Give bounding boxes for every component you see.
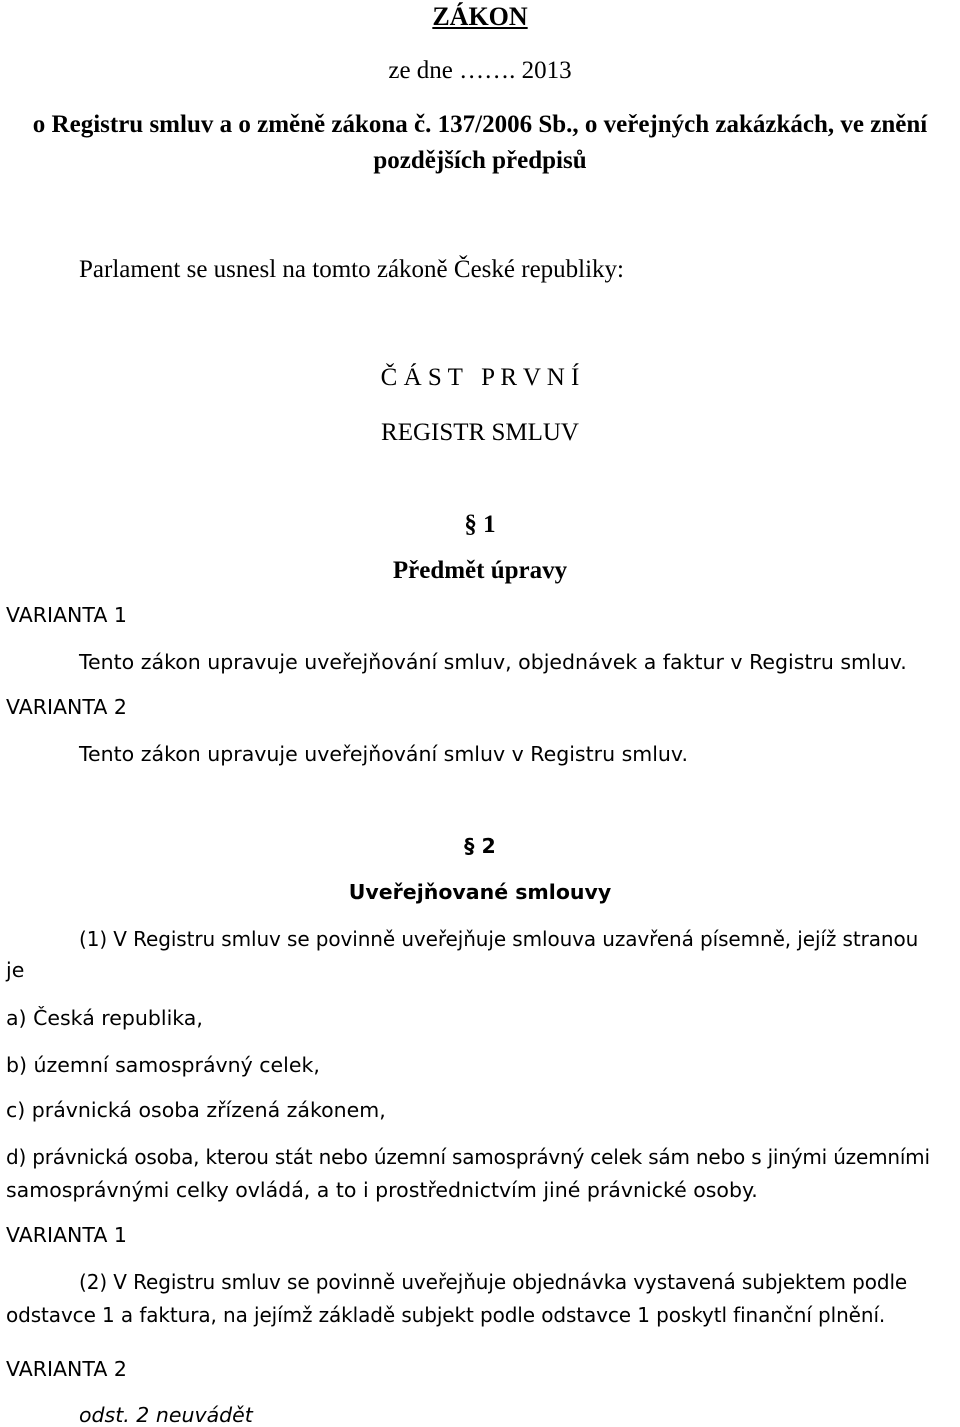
- section-2-symbol: § 2: [464, 834, 496, 858]
- section-1-title: Předmět úpravy: [392, 557, 568, 584]
- part-number: Č Á S T P R V N Í: [380, 364, 580, 391]
- section-1-variant-2-text: Tento zákon upravuje uveřejňování smluv v Registru smluv.: [79, 742, 688, 766]
- law-subtitle-line2: pozdějších předpisů: [373, 147, 587, 174]
- preamble: Parlament se usnesl na tomto zákoně České republiky:: [79, 256, 625, 283]
- law-subtitle-line1: o Registru smluv a o změně zákona č. 137/2006 Sb., o veřejných zakázkách, ve znění: [32, 111, 928, 138]
- list-item-d-line-2: samosprávnými celky ovládá, a to i prostřednictvím jiné právnické osoby.: [6, 1178, 758, 1202]
- section-1-variant-2-label: VARIANTA 2: [6, 695, 127, 719]
- list-item-c: c) právnická osoba zřízená zákonem,: [6, 1098, 386, 1122]
- section-2-para-2-line-2: odstavce 1 a faktura, na jejímž základě subjekt podle odstavce 1 poskytl finanční plnění.: [6, 1303, 886, 1327]
- section-2-para-1-line-1: (1) V Registru smluv se povinně uveřejňuje smlouva uzavřená písemně, jejíž stranou: [79, 927, 919, 951]
- section-2-para-1-line-2: je: [6, 958, 25, 982]
- part-name: REGISTR SMLUV: [381, 419, 579, 446]
- section-2-para-2-line-1: (2) V Registru smluv se povinně uveřejňuje objednávka vystavená subjektem podle: [79, 1270, 908, 1294]
- section-1-variant-1-label: VARIANTA 1: [6, 603, 127, 627]
- section-1-variant-1-text: Tento zákon upravuje uveřejňování smluv, objednávek a faktur v Registru smluv.: [79, 650, 907, 674]
- list-item-b: b) územní samosprávný celek,: [6, 1053, 320, 1077]
- list-item-a: a) Česká republika,: [6, 1006, 203, 1030]
- list-item-d-line-1: d) právnická osoba, kterou stát nebo územní samosprávný celek sám nebo s jinými územními: [6, 1145, 930, 1169]
- section-2-title: Uveřejňované smlouvy: [348, 880, 612, 904]
- law-title: ZÁKON: [432, 2, 528, 31]
- section-2-variant-2-note: odst. 2 neuvádět: [79, 1403, 253, 1427]
- section-2-variant-2-label: VARIANTA 2: [6, 1357, 127, 1381]
- section-1-symbol: § 1: [464, 511, 496, 538]
- date-line: ze dne ……. 2013: [388, 57, 572, 84]
- section-2-variant-1-label: VARIANTA 1: [6, 1223, 127, 1247]
